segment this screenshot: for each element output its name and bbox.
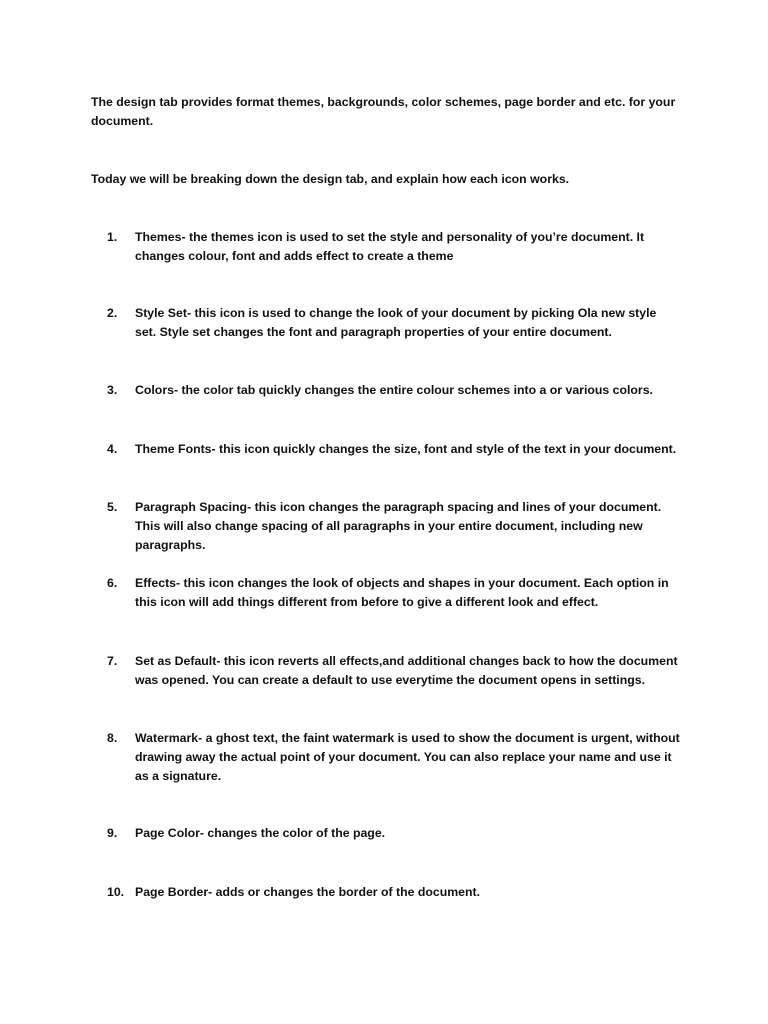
- list-item: [107, 883, 707, 902]
- list-item-text: Themes- the themes icon is used to set the style and personality of you’re document. It changes colour, font and adds effect to create a theme: [135, 230, 645, 263]
- list-item-number: 6.: [107, 576, 118, 590]
- list-item-number: 9.: [107, 826, 118, 840]
- list-item-number: 3.: [107, 383, 118, 397]
- list-item: [107, 381, 707, 400]
- list-item: [107, 574, 707, 612]
- list-item-text: Theme Fonts- this icon quickly changes the size, font and style of the text in your document.: [135, 442, 677, 456]
- list-item: [107, 498, 707, 555]
- list-item: [107, 440, 707, 459]
- list-item-number: 10.: [107, 885, 125, 899]
- list-item: [107, 824, 707, 843]
- list-item-number: 4.: [107, 442, 118, 456]
- list-item-text: Watermark- a ghost text, the faint watermark is used to show the document is urgent, without drawing away the actual point of your document. You can also replace your name and use it as a signature.: [135, 731, 680, 783]
- list-item-text: Style Set- this icon is used to change the look of your document by picking Ola new style set. Style set changes the font and paragraph properties of your entire document.: [135, 306, 657, 339]
- list-item-number: 5.: [107, 500, 118, 514]
- list-item: [107, 652, 707, 690]
- list-item-number: 8.: [107, 731, 118, 745]
- second-paragraph: Today we will be breaking down the design tab, and explain how each icon works.: [91, 172, 570, 186]
- intro-paragraph: The design tab provides format themes, backgrounds, color schemes, page border and etc. for your document.: [91, 95, 676, 128]
- list-item-text: Paragraph Spacing- this icon changes the paragraph spacing and lines of your document. This will also change spacing of all paragraphs in your entire document, including new paragraphs.: [135, 500, 662, 552]
- list-item-text: Effects- this icon changes the look of objects and shapes in your document. Each option in this icon will add things different from before to give a different look and effect.: [135, 576, 669, 609]
- list-item-text: Colors- the color tab quickly changes the entire colour schemes into a or various colors.: [135, 383, 653, 397]
- list-item-number: 2.: [107, 306, 118, 320]
- list-item-number: 7.: [107, 654, 118, 668]
- list-item: [107, 304, 707, 342]
- list-item: [107, 729, 707, 786]
- list-item: [107, 228, 707, 266]
- list-item-text: Page Border- adds or changes the border of the document.: [135, 885, 481, 899]
- list-item-number: 1.: [107, 230, 118, 244]
- list-item-text: Set as Default- this icon reverts all effects,and additional changes back to how the document was opened. You can create a default to use everytime the document opens in settings.: [135, 654, 678, 687]
- list-item-text: Page Color- changes the color of the page.: [135, 826, 386, 840]
